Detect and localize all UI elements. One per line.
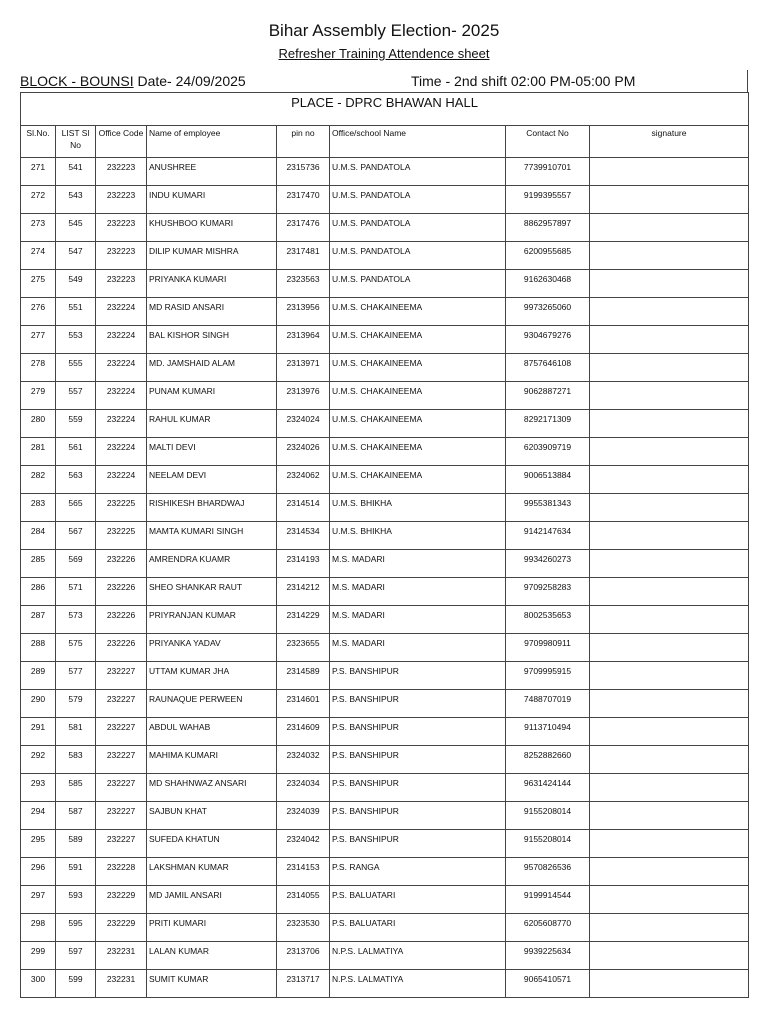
cell-slno: 273 — [21, 214, 56, 242]
cell-pin: 2314193 — [277, 550, 330, 578]
cell-office-code: 232227 — [96, 746, 147, 774]
cell-office-code: 232224 — [96, 298, 147, 326]
table-row — [21, 858, 749, 886]
cell-office-code: 232223 — [96, 242, 147, 270]
cell-office-name: N.P.S. LALMATIYA — [330, 942, 506, 970]
cell-office-code: 232227 — [96, 774, 147, 802]
cell-office-code: 232225 — [96, 522, 147, 550]
cell-slno: 300 — [21, 970, 56, 998]
cell-contact: 9709980911 — [506, 634, 590, 662]
cell-slno: 299 — [21, 942, 56, 970]
cell-signature — [590, 270, 749, 298]
time-label: Time - 2nd shift 02:00 PM-05:00 PM — [411, 73, 636, 89]
cell-office-name: U.M.S. CHAKAINEEMA — [330, 298, 506, 326]
cell-pin: 2314212 — [277, 578, 330, 606]
cell-slno: 286 — [21, 578, 56, 606]
cell-list-sl: 583 — [56, 746, 96, 774]
cell-name: PRIYRANJAN KUMAR — [147, 606, 277, 634]
cell-office-name: P.S. BALUATARI — [330, 886, 506, 914]
cell-office-name: M.S. MADARI — [330, 634, 506, 662]
table-row — [21, 690, 749, 718]
cell-slno: 294 — [21, 802, 56, 830]
cell-office-code: 232226 — [96, 578, 147, 606]
cell-office-code: 232229 — [96, 914, 147, 942]
cell-slno: 279 — [21, 382, 56, 410]
cell-signature — [590, 522, 749, 550]
table-row — [21, 214, 749, 242]
cell-slno: 281 — [21, 438, 56, 466]
cell-contact: 8002535653 — [506, 606, 590, 634]
cell-contact: 9155208014 — [506, 802, 590, 830]
cell-contact: 9631424144 — [506, 774, 590, 802]
cell-contact: 8862957897 — [506, 214, 590, 242]
cell-name: KHUSHBOO KUMARI — [147, 214, 277, 242]
cell-pin: 2314514 — [277, 494, 330, 522]
cell-list-sl: 551 — [56, 298, 96, 326]
cell-contact: 9709258283 — [506, 578, 590, 606]
cell-list-sl: 593 — [56, 886, 96, 914]
cell-office-code: 232227 — [96, 690, 147, 718]
cell-pin: 2324026 — [277, 438, 330, 466]
col-header-office-code: Office Code — [96, 126, 147, 158]
cell-list-sl: 599 — [56, 970, 96, 998]
cell-slno: 272 — [21, 186, 56, 214]
cell-slno: 295 — [21, 830, 56, 858]
cell-list-sl: 585 — [56, 774, 96, 802]
col-header-list-sl: LIST Sl No — [56, 126, 96, 158]
cell-office-name: U.M.S. PANDATOLA — [330, 270, 506, 298]
cell-office-name: U.M.S. BHIKHA — [330, 494, 506, 522]
cell-signature — [590, 242, 749, 270]
cell-pin: 2323655 — [277, 634, 330, 662]
date-label: Date- 24/09/2025 — [137, 73, 246, 89]
cell-pin: 2313717 — [277, 970, 330, 998]
cell-list-sl: 565 — [56, 494, 96, 522]
cell-slno: 284 — [21, 522, 56, 550]
cell-office-code: 232223 — [96, 158, 147, 186]
cell-name: MALTI DEVI — [147, 438, 277, 466]
cell-office-name: M.S. MADARI — [330, 606, 506, 634]
cell-slno: 290 — [21, 690, 56, 718]
cell-list-sl: 571 — [56, 578, 96, 606]
cell-pin: 2313964 — [277, 326, 330, 354]
cell-office-name: U.M.S. CHAKAINEEMA — [330, 326, 506, 354]
cell-pin: 2323530 — [277, 914, 330, 942]
table-row — [21, 662, 749, 690]
cell-contact: 9934260273 — [506, 550, 590, 578]
cell-office-code: 232224 — [96, 326, 147, 354]
cell-name: INDU KUMARI — [147, 186, 277, 214]
cell-office-code: 232223 — [96, 270, 147, 298]
cell-office-name: U.M.S. CHAKAINEEMA — [330, 466, 506, 494]
cell-list-sl: 591 — [56, 858, 96, 886]
cell-office-code: 232229 — [96, 886, 147, 914]
cell-name: ABDUL WAHAB — [147, 718, 277, 746]
cell-slno: 282 — [21, 466, 56, 494]
cell-office-code: 232224 — [96, 354, 147, 382]
cell-contact: 9709995915 — [506, 662, 590, 690]
cell-name: MD RASID ANSARI — [147, 298, 277, 326]
col-header-office-name: Office/school Name — [330, 126, 506, 158]
cell-office-name: U.M.S. BHIKHA — [330, 522, 506, 550]
cell-slno: 277 — [21, 326, 56, 354]
cell-name: AMRENDRA KUAMR — [147, 550, 277, 578]
cell-signature — [590, 886, 749, 914]
cell-contact: 9006513884 — [506, 466, 590, 494]
cell-slno: 291 — [21, 718, 56, 746]
cell-office-code: 232225 — [96, 494, 147, 522]
cell-signature — [590, 970, 749, 998]
cell-office-code: 232231 — [96, 970, 147, 998]
table-row — [21, 466, 749, 494]
cell-office-code: 232224 — [96, 466, 147, 494]
cell-list-sl: 595 — [56, 914, 96, 942]
table-row — [21, 718, 749, 746]
cell-name: RAHUL KUMAR — [147, 410, 277, 438]
col-header-slno: Sl.No. — [21, 126, 56, 158]
cell-slno: 280 — [21, 410, 56, 438]
cell-slno: 275 — [21, 270, 56, 298]
table-row — [21, 438, 749, 466]
cell-signature — [590, 662, 749, 690]
cell-office-code: 232224 — [96, 410, 147, 438]
table-row — [21, 326, 749, 354]
cell-office-code: 232227 — [96, 802, 147, 830]
cell-name: MAHIMA KUMARI — [147, 746, 277, 774]
cell-pin: 2315736 — [277, 158, 330, 186]
cell-pin: 2314534 — [277, 522, 330, 550]
table-row — [21, 746, 749, 774]
cell-slno: 274 — [21, 242, 56, 270]
cell-contact: 6200955685 — [506, 242, 590, 270]
cell-pin: 2324062 — [277, 466, 330, 494]
cell-signature — [590, 606, 749, 634]
cell-pin: 2314153 — [277, 858, 330, 886]
cell-slno: 298 — [21, 914, 56, 942]
cell-slno: 271 — [21, 158, 56, 186]
cell-signature — [590, 214, 749, 242]
cell-name: LALAN KUMAR — [147, 942, 277, 970]
cell-contact: 7739910701 — [506, 158, 590, 186]
cell-list-sl: 557 — [56, 382, 96, 410]
cell-signature — [590, 634, 749, 662]
cell-office-name: U.M.S. CHAKAINEEMA — [330, 382, 506, 410]
cell-pin: 2324039 — [277, 802, 330, 830]
cell-name: PRIYANKA YADAV — [147, 634, 277, 662]
cell-list-sl: 575 — [56, 634, 96, 662]
cell-pin: 2324024 — [277, 410, 330, 438]
cell-office-code: 232227 — [96, 718, 147, 746]
session-info-row — [20, 70, 748, 93]
cell-signature — [590, 802, 749, 830]
cell-list-sl: 545 — [56, 214, 96, 242]
table-row — [21, 298, 749, 326]
table-row — [21, 774, 749, 802]
cell-contact: 9199395557 — [506, 186, 590, 214]
cell-slno: 285 — [21, 550, 56, 578]
cell-list-sl: 569 — [56, 550, 96, 578]
table-row — [21, 830, 749, 858]
cell-list-sl: 543 — [56, 186, 96, 214]
table-row — [21, 634, 749, 662]
cell-office-name: M.S. MADARI — [330, 578, 506, 606]
cell-office-name: P.S. BANSHIPUR — [330, 718, 506, 746]
cell-pin: 2313956 — [277, 298, 330, 326]
cell-pin: 2324032 — [277, 746, 330, 774]
cell-pin: 2314589 — [277, 662, 330, 690]
cell-list-sl: 563 — [56, 466, 96, 494]
table-row — [21, 354, 749, 382]
cell-slno: 283 — [21, 494, 56, 522]
cell-contact: 9939225634 — [506, 942, 590, 970]
cell-name: SHEO SHANKAR RAUT — [147, 578, 277, 606]
cell-office-code: 232226 — [96, 634, 147, 662]
col-header-contact: Contact No — [506, 126, 590, 158]
cell-list-sl: 581 — [56, 718, 96, 746]
cell-contact: 8757646108 — [506, 354, 590, 382]
cell-office-code: 232227 — [96, 662, 147, 690]
cell-slno: 278 — [21, 354, 56, 382]
cell-signature — [590, 382, 749, 410]
cell-contact: 8252882660 — [506, 746, 590, 774]
block-date — [20, 70, 246, 92]
cell-contact: 9155208014 — [506, 830, 590, 858]
cell-contact: 9113710494 — [506, 718, 590, 746]
cell-signature — [590, 746, 749, 774]
cell-signature — [590, 410, 749, 438]
table-row — [21, 382, 749, 410]
cell-slno: 296 — [21, 858, 56, 886]
cell-pin: 2313971 — [277, 354, 330, 382]
cell-signature — [590, 942, 749, 970]
cell-office-name: U.M.S. CHAKAINEEMA — [330, 410, 506, 438]
cell-contact: 9955381343 — [506, 494, 590, 522]
cell-office-name: P.S. RANGA — [330, 858, 506, 886]
cell-pin: 2317481 — [277, 242, 330, 270]
cell-list-sl: 589 — [56, 830, 96, 858]
cell-list-sl: 579 — [56, 690, 96, 718]
cell-pin: 2324042 — [277, 830, 330, 858]
cell-signature — [590, 830, 749, 858]
cell-office-code: 232224 — [96, 438, 147, 466]
cell-pin: 2313706 — [277, 942, 330, 970]
cell-contact: 9570826536 — [506, 858, 590, 886]
cell-office-name: N.P.S. LALMATIYA — [330, 970, 506, 998]
cell-slno: 276 — [21, 298, 56, 326]
cell-name: SUFEDA KHATUN — [147, 830, 277, 858]
col-header-name: Name of employee — [147, 126, 277, 158]
table-row — [21, 914, 749, 942]
cell-contact: 9065410571 — [506, 970, 590, 998]
cell-list-sl: 541 — [56, 158, 96, 186]
table-row — [21, 606, 749, 634]
cell-pin: 2324034 — [277, 774, 330, 802]
cell-list-sl: 561 — [56, 438, 96, 466]
table-row — [21, 522, 749, 550]
cell-office-name: U.M.S. PANDATOLA — [330, 214, 506, 242]
cell-pin: 2323563 — [277, 270, 330, 298]
cell-contact: 7488707019 — [506, 690, 590, 718]
block-label: BLOCK - BOUNSI — [20, 73, 134, 89]
cell-list-sl: 555 — [56, 354, 96, 382]
cell-signature — [590, 466, 749, 494]
cell-name: RAUNAQUE PERWEEN — [147, 690, 277, 718]
cell-signature — [590, 438, 749, 466]
table-row — [21, 970, 749, 998]
cell-name: BAL KISHOR SINGH — [147, 326, 277, 354]
cell-slno: 293 — [21, 774, 56, 802]
cell-office-code: 232224 — [96, 382, 147, 410]
cell-signature — [590, 158, 749, 186]
attendance-table — [20, 125, 749, 998]
cell-name: DILIP KUMAR MISHRA — [147, 242, 277, 270]
cell-office-code: 232223 — [96, 214, 147, 242]
cell-office-name: P.S. BANSHIPUR — [330, 690, 506, 718]
frame-edge — [747, 70, 748, 92]
cell-signature — [590, 186, 749, 214]
cell-name: MD. JAMSHAID ALAM — [147, 354, 277, 382]
cell-office-name: P.S. BANSHIPUR — [330, 662, 506, 690]
table-row — [21, 494, 749, 522]
cell-office-code: 232223 — [96, 186, 147, 214]
page-title: Bihar Assembly Election- 2025 — [268, 21, 500, 40]
cell-office-code: 232231 — [96, 942, 147, 970]
cell-contact: 9062887271 — [506, 382, 590, 410]
cell-list-sl: 573 — [56, 606, 96, 634]
cell-name: SUMIT KUMAR — [147, 970, 277, 998]
cell-list-sl: 577 — [56, 662, 96, 690]
cell-slno: 289 — [21, 662, 56, 690]
col-header-pin: pin no — [277, 126, 330, 158]
cell-contact: 9162630468 — [506, 270, 590, 298]
cell-name: MAMTA KUMARI SINGH — [147, 522, 277, 550]
table-row — [21, 186, 749, 214]
cell-slno: 292 — [21, 746, 56, 774]
cell-name: LAKSHMAN KUMAR — [147, 858, 277, 886]
cell-pin: 2317476 — [277, 214, 330, 242]
cell-office-code: 232226 — [96, 550, 147, 578]
table-row — [21, 550, 749, 578]
cell-list-sl: 567 — [56, 522, 96, 550]
cell-pin: 2314609 — [277, 718, 330, 746]
cell-contact: 9199914544 — [506, 886, 590, 914]
cell-signature — [590, 578, 749, 606]
cell-name: PRITI KUMARI — [147, 914, 277, 942]
cell-list-sl: 587 — [56, 802, 96, 830]
cell-signature — [590, 914, 749, 942]
cell-signature — [590, 718, 749, 746]
cell-pin: 2317470 — [277, 186, 330, 214]
cell-office-name: P.S. BANSHIPUR — [330, 746, 506, 774]
cell-contact: 6205608770 — [506, 914, 590, 942]
cell-office-name: U.M.S. PANDATOLA — [330, 158, 506, 186]
cell-name: PRIYANKA KUMARI — [147, 270, 277, 298]
cell-contact: 8292171309 — [506, 410, 590, 438]
cell-name: RISHIKESH BHARDWAJ — [147, 494, 277, 522]
cell-office-name: U.M.S. PANDATOLA — [330, 186, 506, 214]
cell-signature — [590, 550, 749, 578]
cell-office-code: 232228 — [96, 858, 147, 886]
cell-signature — [590, 298, 749, 326]
cell-slno: 297 — [21, 886, 56, 914]
cell-signature — [590, 690, 749, 718]
cell-office-name: U.M.S. CHAKAINEEMA — [330, 438, 506, 466]
cell-list-sl: 559 — [56, 410, 96, 438]
table-row — [21, 410, 749, 438]
cell-signature — [590, 326, 749, 354]
cell-contact: 9142147634 — [506, 522, 590, 550]
cell-list-sl: 553 — [56, 326, 96, 354]
cell-name: MD SHAHNWAZ ANSARI — [147, 774, 277, 802]
cell-office-code: 232227 — [96, 830, 147, 858]
cell-name: PUNAM KUMARI — [147, 382, 277, 410]
cell-slno: 287 — [21, 606, 56, 634]
cell-contact: 6203909719 — [506, 438, 590, 466]
cell-office-name: P.S. BANSHIPUR — [330, 830, 506, 858]
cell-name: ANUSHREE — [147, 158, 277, 186]
cell-list-sl: 597 — [56, 942, 96, 970]
cell-pin: 2313976 — [277, 382, 330, 410]
table-row — [21, 270, 749, 298]
cell-office-name: U.M.S. PANDATOLA — [330, 242, 506, 270]
cell-list-sl: 547 — [56, 242, 96, 270]
cell-list-sl: 549 — [56, 270, 96, 298]
table-row — [21, 802, 749, 830]
cell-signature — [590, 858, 749, 886]
table-row — [21, 886, 749, 914]
cell-pin: 2314055 — [277, 886, 330, 914]
table-row — [21, 942, 749, 970]
col-header-signature: signature — [590, 126, 749, 158]
cell-office-name: P.S. BANSHIPUR — [330, 802, 506, 830]
table-row — [21, 242, 749, 270]
cell-name: MD JAMIL ANSARI — [147, 886, 277, 914]
table-header-row — [21, 126, 749, 158]
page-subtitle: Refresher Training Attendence sheet — [278, 46, 490, 61]
cell-pin: 2314229 — [277, 606, 330, 634]
cell-signature — [590, 494, 749, 522]
place-label: PLACE - DPRC BHAWAN HALL — [20, 92, 749, 125]
cell-office-name: P.S. BANSHIPUR — [330, 774, 506, 802]
cell-name: NEELAM DEVI — [147, 466, 277, 494]
cell-office-name: U.M.S. CHAKAINEEMA — [330, 354, 506, 382]
cell-office-name: M.S. MADARI — [330, 550, 506, 578]
cell-contact: 9973265060 — [506, 298, 590, 326]
cell-office-code: 232226 — [96, 606, 147, 634]
cell-office-name: P.S. BALUATARI — [330, 914, 506, 942]
cell-signature — [590, 354, 749, 382]
cell-name: SAJBUN KHAT — [147, 802, 277, 830]
cell-contact: 9304679276 — [506, 326, 590, 354]
cell-pin: 2314601 — [277, 690, 330, 718]
table-row — [21, 158, 749, 186]
cell-slno: 288 — [21, 634, 56, 662]
cell-name: UTTAM KUMAR JHA — [147, 662, 277, 690]
cell-signature — [590, 774, 749, 802]
table-row — [21, 578, 749, 606]
